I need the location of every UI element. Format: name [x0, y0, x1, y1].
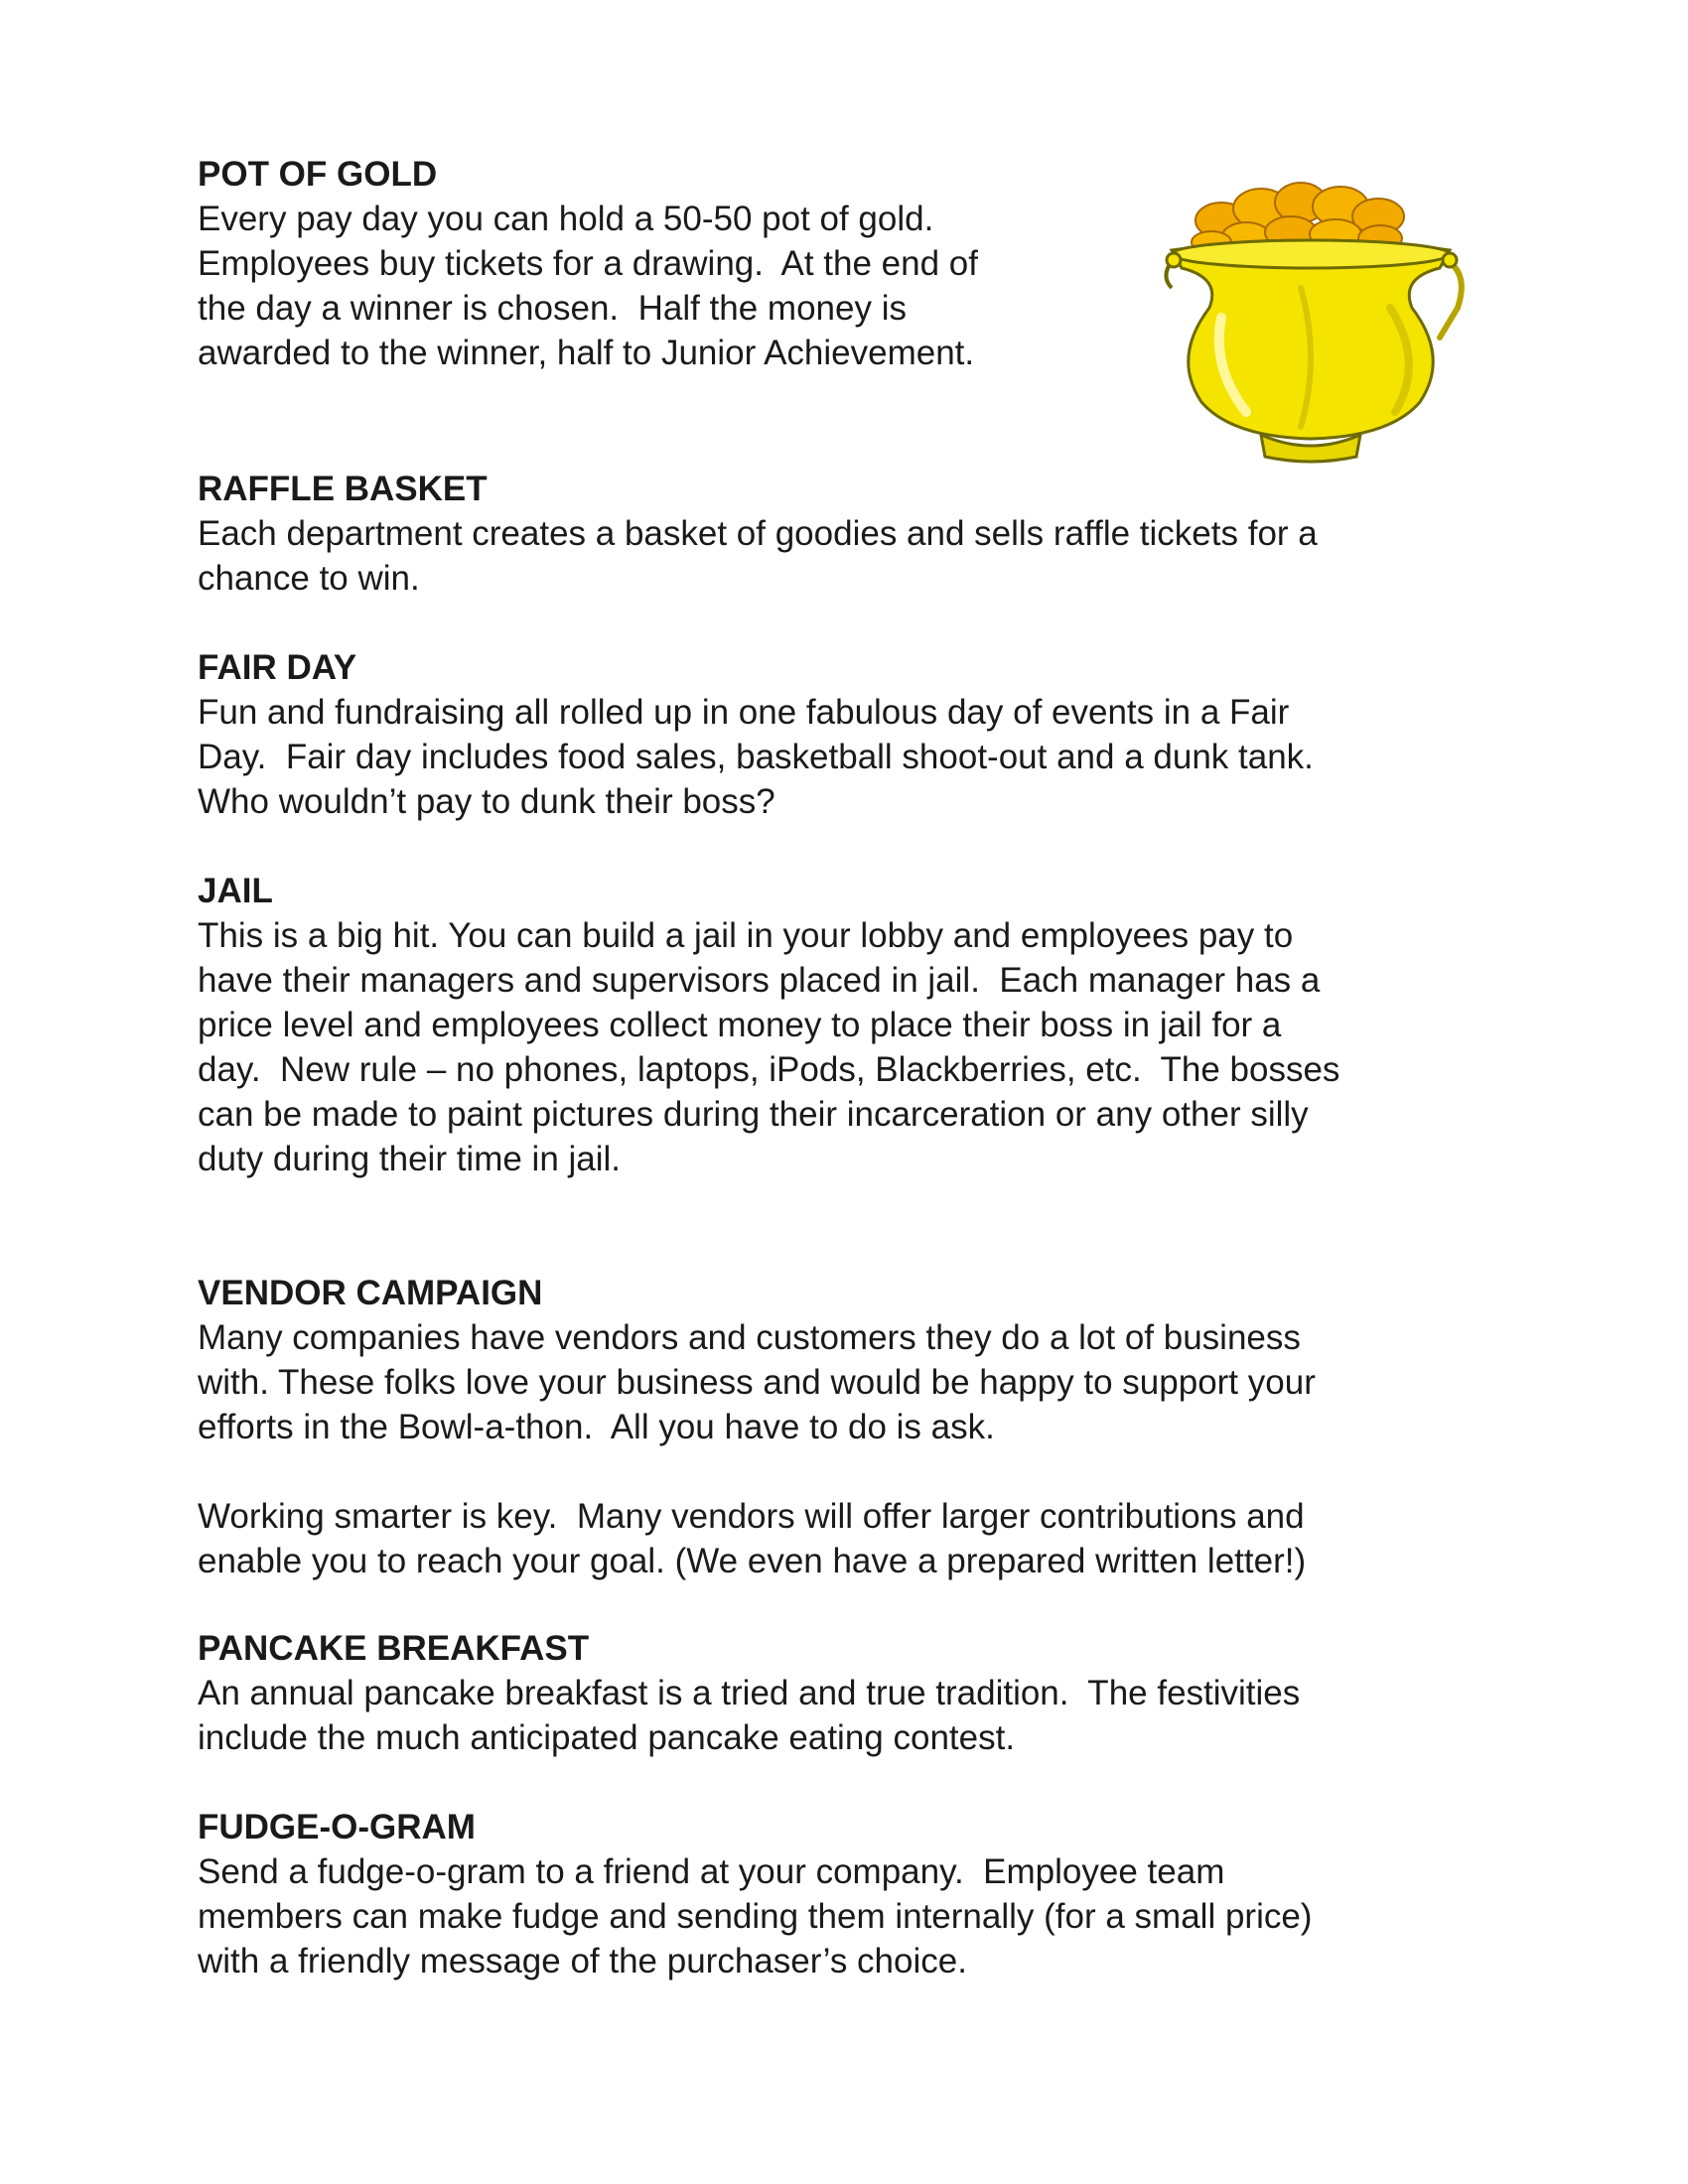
body-line: include the much anticipated pancake eating contest.	[198, 1718, 1016, 1757]
body-line: Fun and fundraising all rolled up in one fabulous day of events in a Fair	[198, 693, 1290, 732]
body-line: can be made to paint pictures during their incarceration or any other silly	[198, 1095, 1309, 1134]
section-heading: VENDOR CAMPAIGN	[198, 1274, 543, 1312]
body-line: Many companies have vendors and customers they do a lot of business	[198, 1318, 1301, 1357]
section-pancake-breakfast	[198, 1626, 1300, 1760]
body-line: An annual pancake breakfast is a tried and true tradition. The festivities	[198, 1674, 1301, 1712]
section-pot-of-gold	[198, 152, 978, 375]
body-line: with a friendly message of the purchaser’s choice.	[198, 1942, 967, 1980]
body-line: This is a big hit. You can build a jail in your lobby and employees pay to	[198, 916, 1294, 955]
section-heading: RAFFLE BASKET	[198, 470, 488, 508]
body-line: Employees buy tickets for a drawing. At the end of	[198, 244, 978, 283]
body-line: day. New rule – no phones, laptops, iPods, Blackberries, etc. The bosses	[198, 1050, 1340, 1089]
body-line: Day. Fair day includes food sales, basketball shoot-out and a dunk tank.	[198, 738, 1314, 776]
body-line: Each department creates a basket of goodies and sells raffle tickets for a	[198, 514, 1318, 553]
section-raffle-basket	[198, 467, 1318, 601]
body-line: efforts in the Bowl-a-thon. All you have to do is ask.	[198, 1408, 995, 1446]
body-line: Who wouldn’t pay to dunk their boss?	[198, 782, 775, 821]
body-line: price level and employees collect money to place their boss in jail for a	[198, 1006, 1282, 1044]
body-line: enable you to reach your goal. (We even have a prepared written letter!)	[198, 1542, 1307, 1580]
body-line: with. These folks love your business and would be happy to support your	[198, 1363, 1316, 1402]
body-line: chance to win.	[198, 559, 420, 598]
section-fudge-o-gram	[198, 1805, 1312, 1983]
body-line: the day a winner is chosen. Half the money is	[198, 289, 907, 328]
section-heading: FUDGE-O-GRAM	[198, 1808, 476, 1846]
section-heading: FAIR DAY	[198, 648, 357, 687]
body-line: Every pay day you can hold a 50-50 pot of gold.	[198, 200, 934, 238]
body-line: duty during their time in jail.	[198, 1140, 622, 1178]
body-line: awarded to the winner, half to Junior Achievement.	[198, 334, 975, 372]
body-line: Send a fudge-o-gram to a friend at your company. Employee team	[198, 1852, 1225, 1891]
section-heading: POT OF GOLD	[198, 155, 438, 194]
body-line: have their managers and supervisors placed in jail. Each manager has a	[198, 961, 1321, 1000]
section-heading: JAIL	[198, 872, 273, 910]
body-line: Working smarter is key. Many vendors will offer larger contributions and	[198, 1497, 1305, 1536]
pot-of-gold-icon	[1152, 169, 1470, 467]
section-jail	[198, 869, 1339, 1181]
section-heading: PANCAKE BREAKFAST	[198, 1629, 590, 1668]
section-fair-day	[198, 645, 1314, 824]
section-vendor-campaign	[198, 1271, 1316, 1583]
body-line: members can make fudge and sending them internally (for a small price)	[198, 1897, 1313, 1936]
